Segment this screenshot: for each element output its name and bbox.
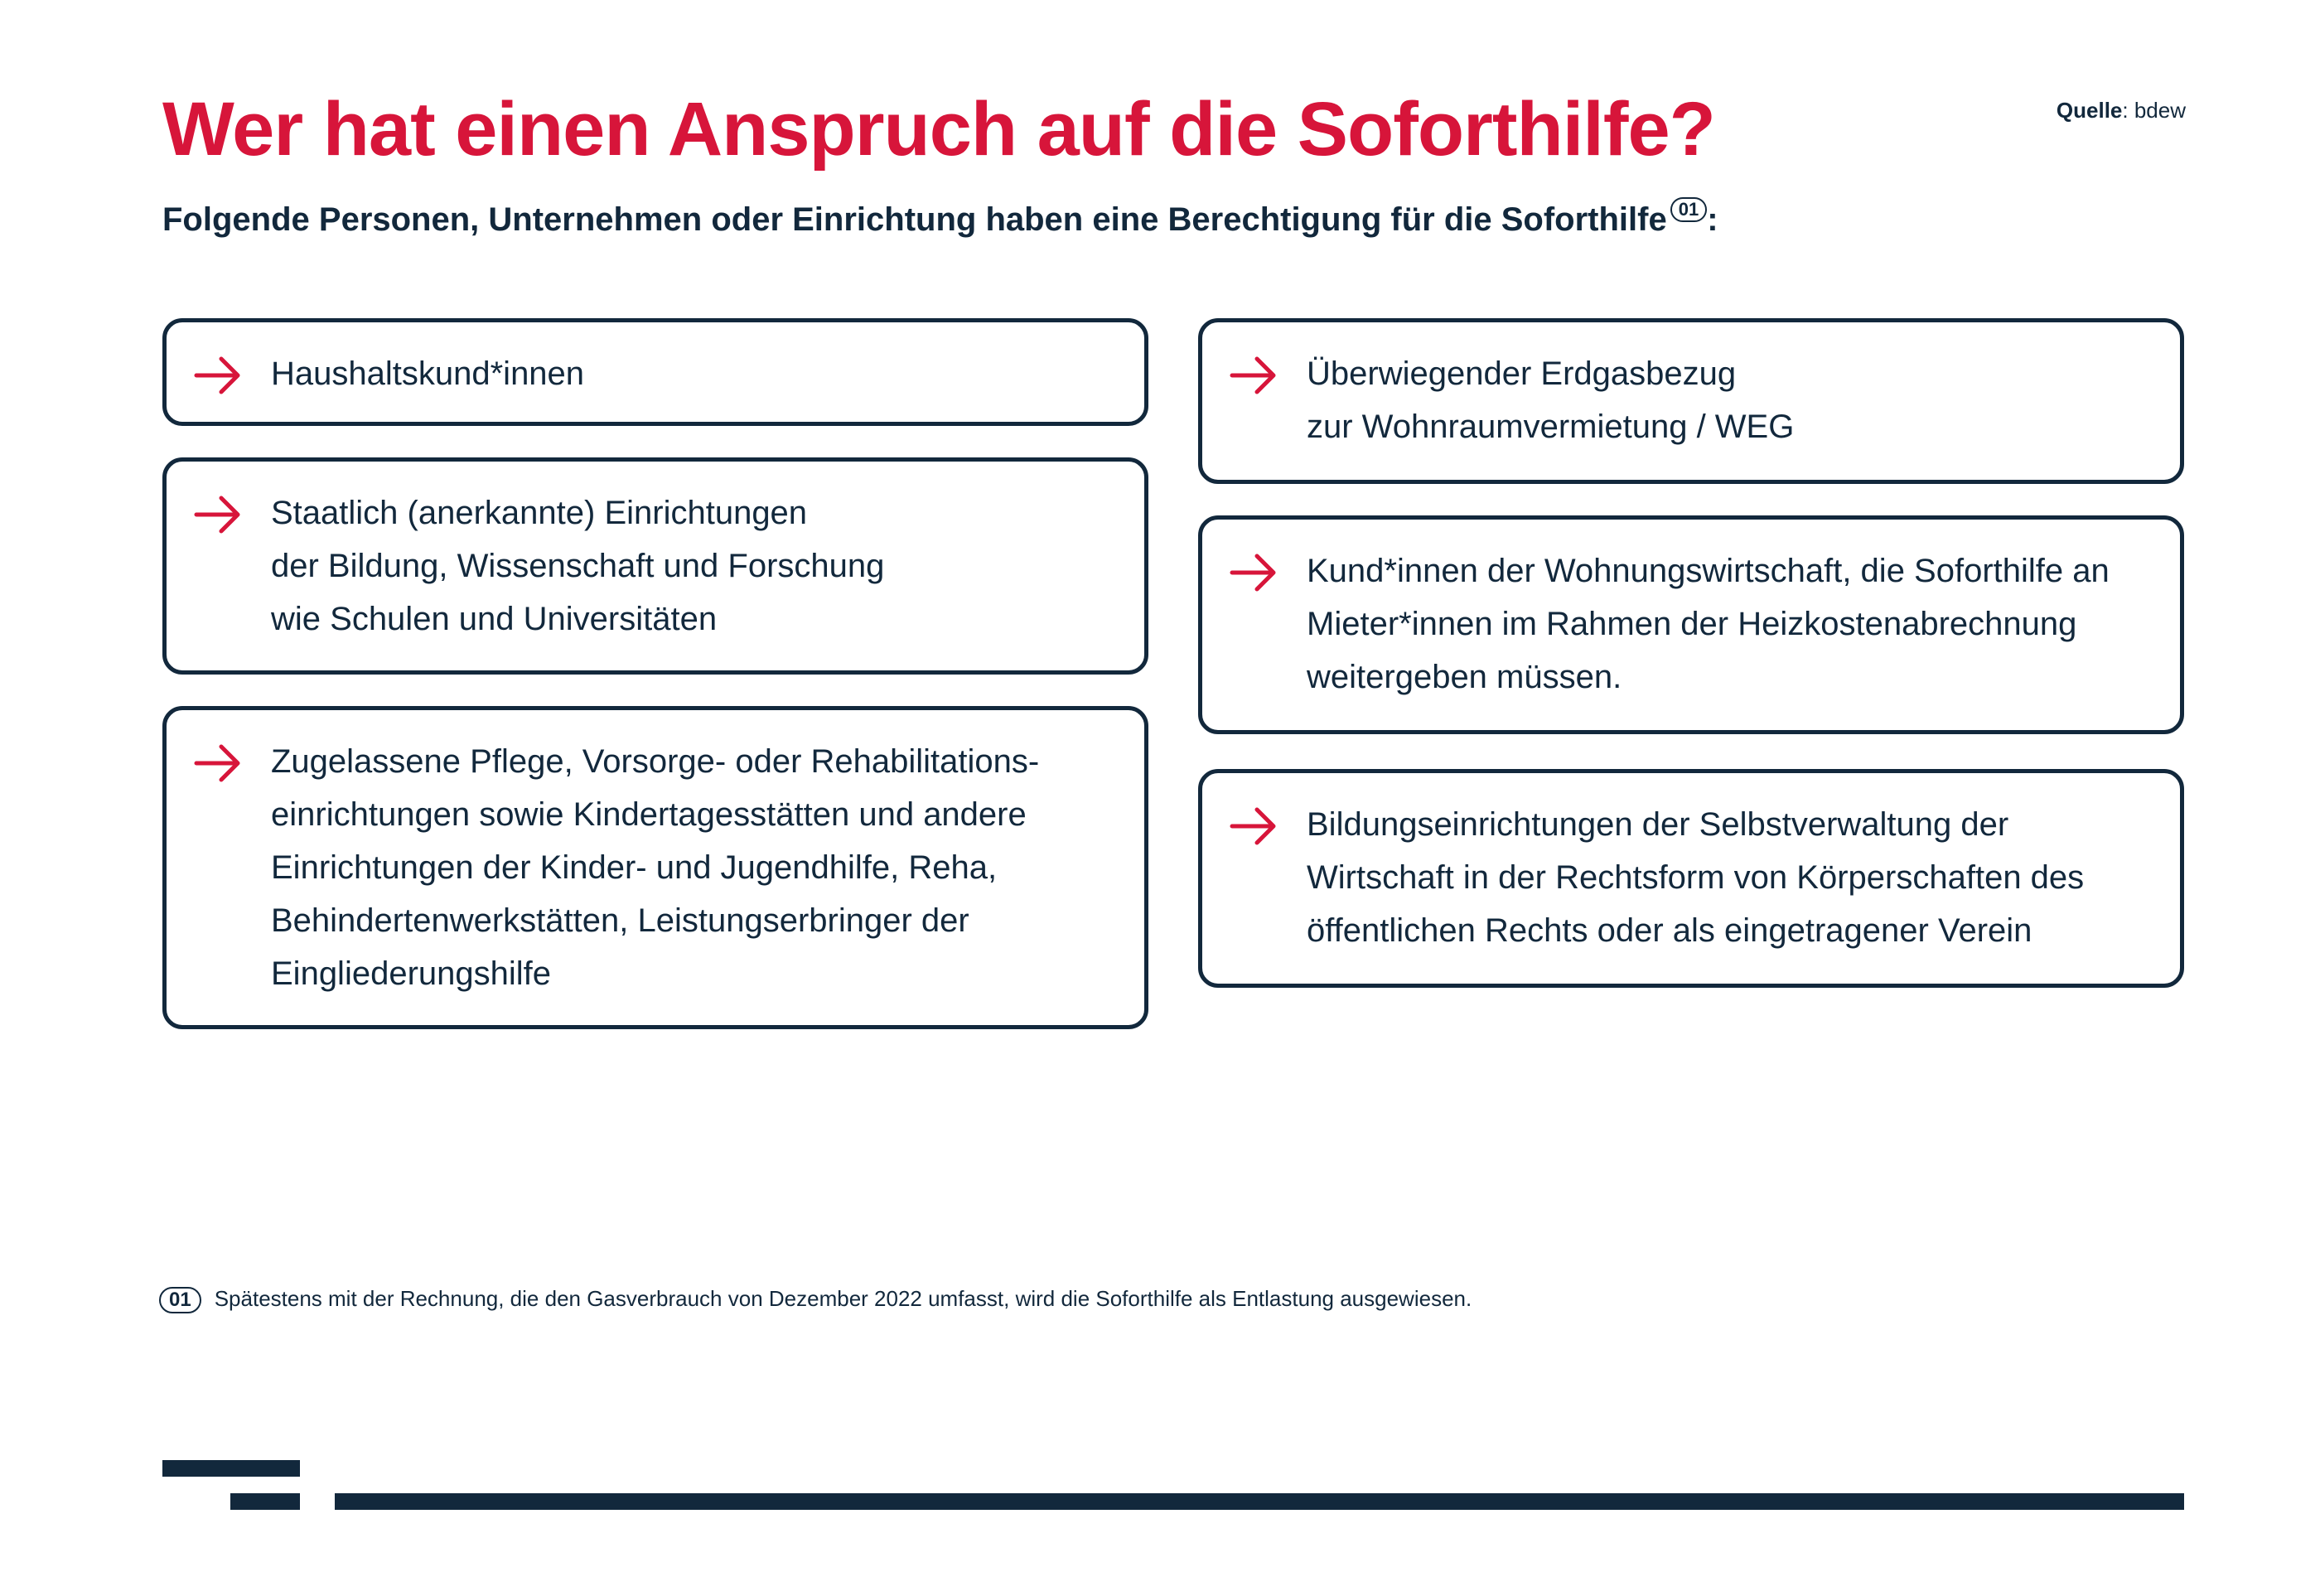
eligibility-card-care-facilities: [162, 706, 1148, 1029]
subtitle-suffix: :: [1707, 201, 1718, 238]
footer-bar-bottom-short: [230, 1493, 300, 1510]
footnote-number-badge: 01: [159, 1287, 201, 1313]
footer-bar-top-short: [162, 1460, 300, 1477]
footnote: [159, 1286, 1472, 1313]
card-text: Haushaltskund*innen: [271, 355, 585, 392]
arrow-right-icon: [193, 742, 243, 785]
footnote-reference-badge[interactable]: 01: [1670, 197, 1707, 222]
arrow-right-icon: [193, 493, 243, 536]
card-text: Staatlich (anerkannte) Einrichtungen der Bildung, Wissenschaft und Forschung wie Schulen und Universitäten: [271, 495, 885, 637]
card-text: Kund*innen der Wohnungswirtschaft, die Soforthilfe an Mieter*innen im Rahmen der Heizkostenabrechnung weitergeben müssen.: [1307, 553, 2110, 695]
page-title: Wer hat einen Anspruch auf die Soforthilfe?: [162, 87, 1715, 172]
eligibility-card-education-institutions: [162, 457, 1148, 675]
page-subtitle: [162, 197, 1718, 239]
footer-bar-long: [335, 1493, 2184, 1510]
arrow-right-icon: [193, 354, 243, 397]
card-text: Überwiegender Erdgasbezug zur Wohnraumvermietung / WEG: [1307, 355, 1795, 445]
source-key: Quelle: [2056, 98, 2123, 123]
eligibility-card-housing-rental: [1198, 318, 2184, 484]
eligibility-card-public-education-bodies: [1198, 769, 2184, 988]
eligibility-card-housing-industry: [1198, 515, 2184, 734]
arrow-right-icon: [1229, 805, 1278, 848]
source-label: [2057, 98, 2186, 123]
source-value: : bdew: [2122, 98, 2186, 123]
card-text: Zugelassene Pflege, Vorsorge- oder Rehabilitations- einrichtungen sowie Kindertagesstätten und andere Einrichtungen der Kinder- und Jugendhilfe, Reha, Behindertenwerkstätten, Leistungserbringer der Eingliederungshilfe: [271, 743, 1040, 992]
subtitle-text: Folgende Personen, Unternehmen oder Einrichtung haben eine Berechtigung für die Soforthilfe: [162, 201, 1667, 238]
arrow-right-icon: [1229, 354, 1278, 397]
arrow-right-icon: [1229, 551, 1278, 594]
footnote-text: Spätestens mit der Rechnung, die den Gasverbrauch von Dezember 2022 umfasst, wird die Soforthilfe als Entlastung ausgewiesen.: [214, 1286, 1472, 1311]
eligibility-card-household-customers: [162, 318, 1148, 426]
card-text: Bildungseinrichtungen der Selbstverwaltung der Wirtschaft in der Rechtsform von Körperschaften des öffentlichen Rechts oder als eingetragener Verein: [1307, 806, 2085, 949]
